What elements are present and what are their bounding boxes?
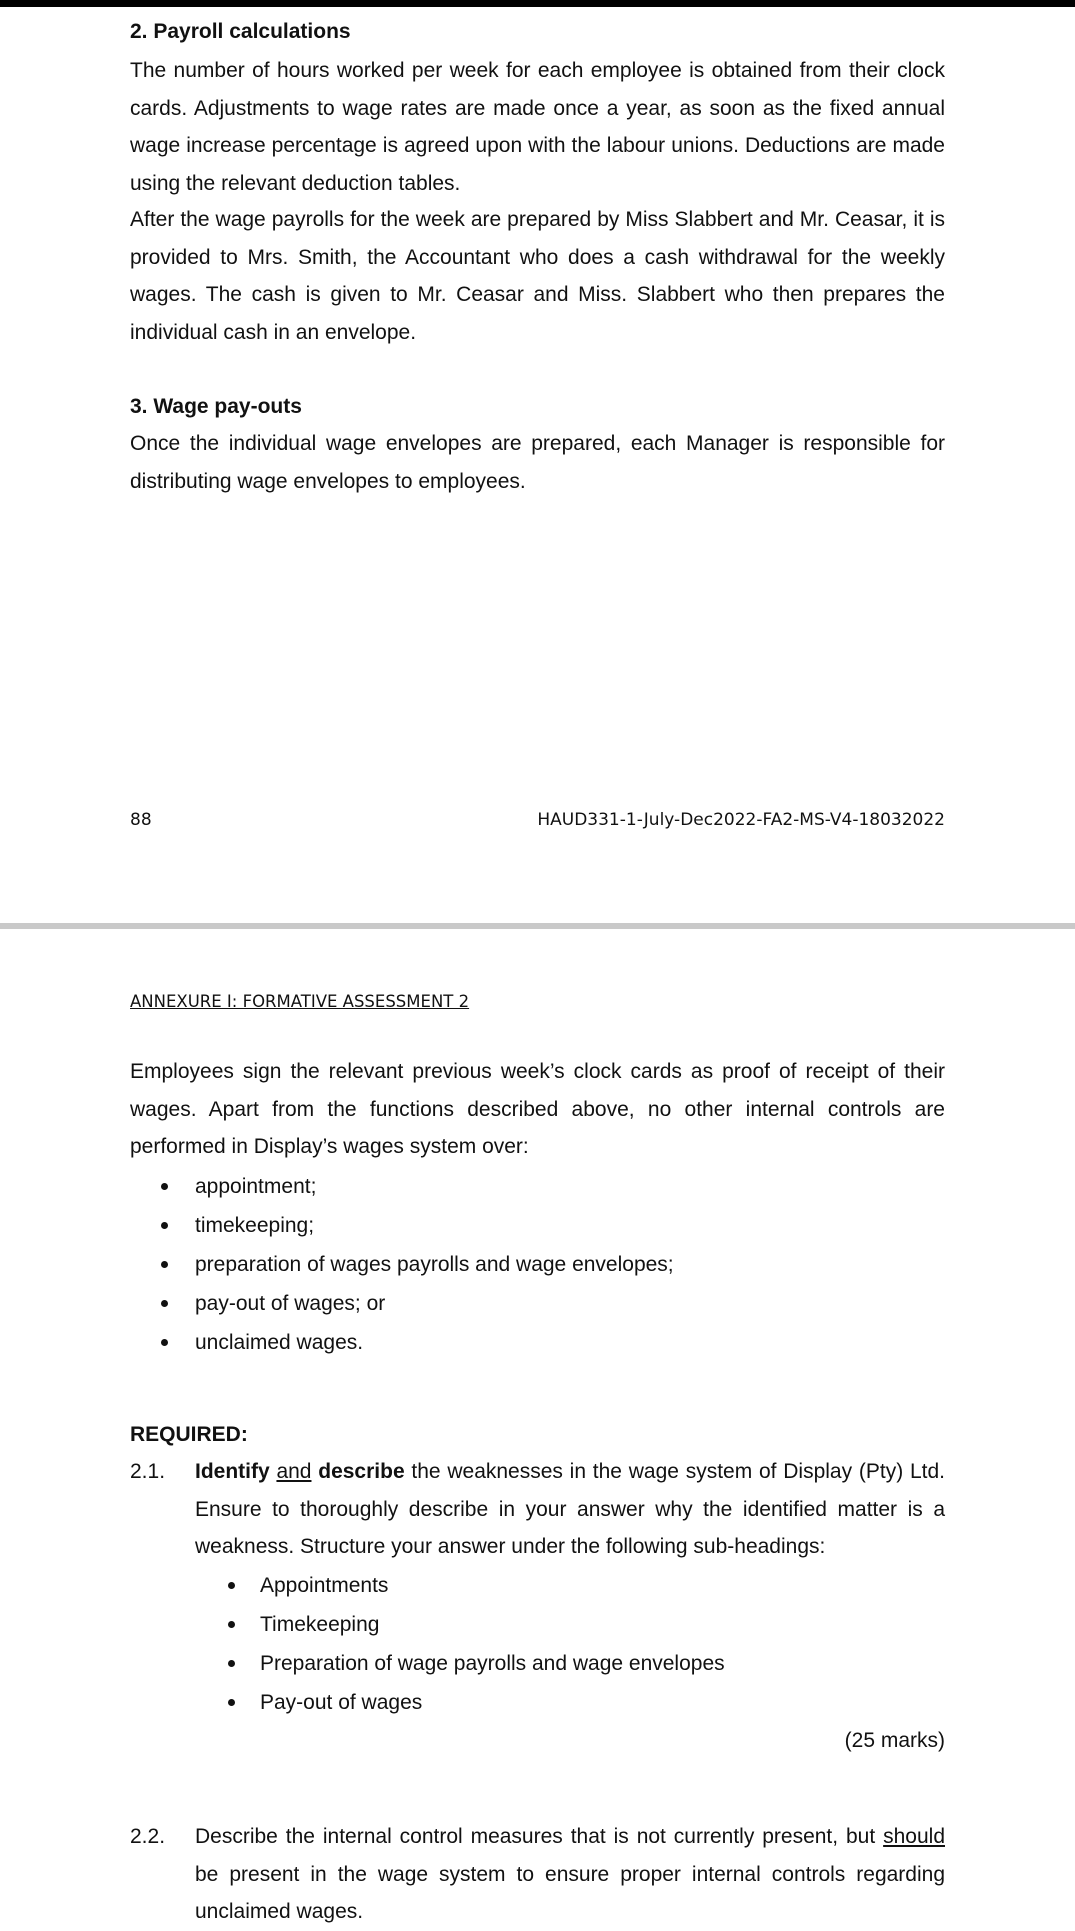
list-item: Preparation of wage payrolls and wage envelopes [195,1644,945,1683]
describe-keyword: describe [318,1460,405,1483]
page-divider [0,923,1075,929]
list-item: Pay-out of wages [195,1683,945,1722]
should-keyword: should [883,1825,945,1848]
list-item: unclaimed wages. [130,1323,945,1362]
list-item: appointment; [130,1167,945,1206]
control-areas-list [130,1167,945,1362]
section-2-paragraph-1: The number of hours worked per week for each employee is obtained from their clock cards. Adjustments to wage rates are made once a year, as soon as the fixed annual wage increase percentage is agreed upon with the labour unions. Deductions are made using the relevant deduction tables. [130,59,945,195]
intro-paragraph: Employees sign the relevant previous week’s clock cards as proof of receipt of their wages. Apart from the functions described above, no other internal controls are performed in Display’s wages system over: [130,1060,945,1158]
top-bar [0,0,1075,7]
list-item: pay-out of wages; or [130,1284,945,1323]
question-text [195,1453,945,1566]
marks-label: (25 marks) [844,1728,945,1752]
section-2-paragraph-2: After the wage payrolls for the week are prepared by Miss Slabbert and Mr. Ceasar, it is provided to Mrs. Smith, the Accountant who does a cash withdrawal for the weekly wages. The cash is given to Mr. Ceasar and Miss. Slabbert who then prepares the individual cash in an envelope. [130,208,945,344]
section-3-heading: 3. Wage pay-outs [130,395,302,418]
question-body: the weaknesses in the wage system of Display (Pty) Ltd. Ensure to thoroughly describe in your answer why the identified matter is a weakness. Structure your answer under the following sub-headings: [195,1460,945,1558]
question-2-2 [130,1818,945,1931]
question-body-end: be present in the wage system to ensure proper internal controls regarding unclaimed wages. [195,1862,945,1923]
question-2-1 [130,1453,945,1759]
annexure-title: ANNEXURE I: FORMATIVE ASSESSMENT 2 [130,992,470,1011]
and-keyword: and [276,1460,312,1483]
question-number: 2.1. [130,1460,166,1483]
section-2-heading: 2. Payroll calculations [130,20,351,43]
list-item: timekeeping; [130,1206,945,1245]
footer-document-code: HAUD331-1-July-Dec2022-FA2-MS-V4-18032022 [537,810,945,830]
list-item: Appointments [195,1566,945,1605]
required-heading: REQUIRED: [130,1423,248,1446]
question-text [195,1818,945,1931]
identify-keyword: Identify [195,1460,270,1483]
section-3-paragraph: Once the individual wage envelopes are prepared, each Manager is responsible for distributing wage envelopes to employees. [130,432,945,493]
question-number: 2.2. [130,1825,166,1848]
question-body-start: Describe the internal control measures that is not currently present, but [195,1825,884,1848]
list-item: Timekeeping [195,1605,945,1644]
footer-page-number: 88 [130,810,152,830]
list-item: preparation of wages payrolls and wage envelopes; [130,1245,945,1284]
